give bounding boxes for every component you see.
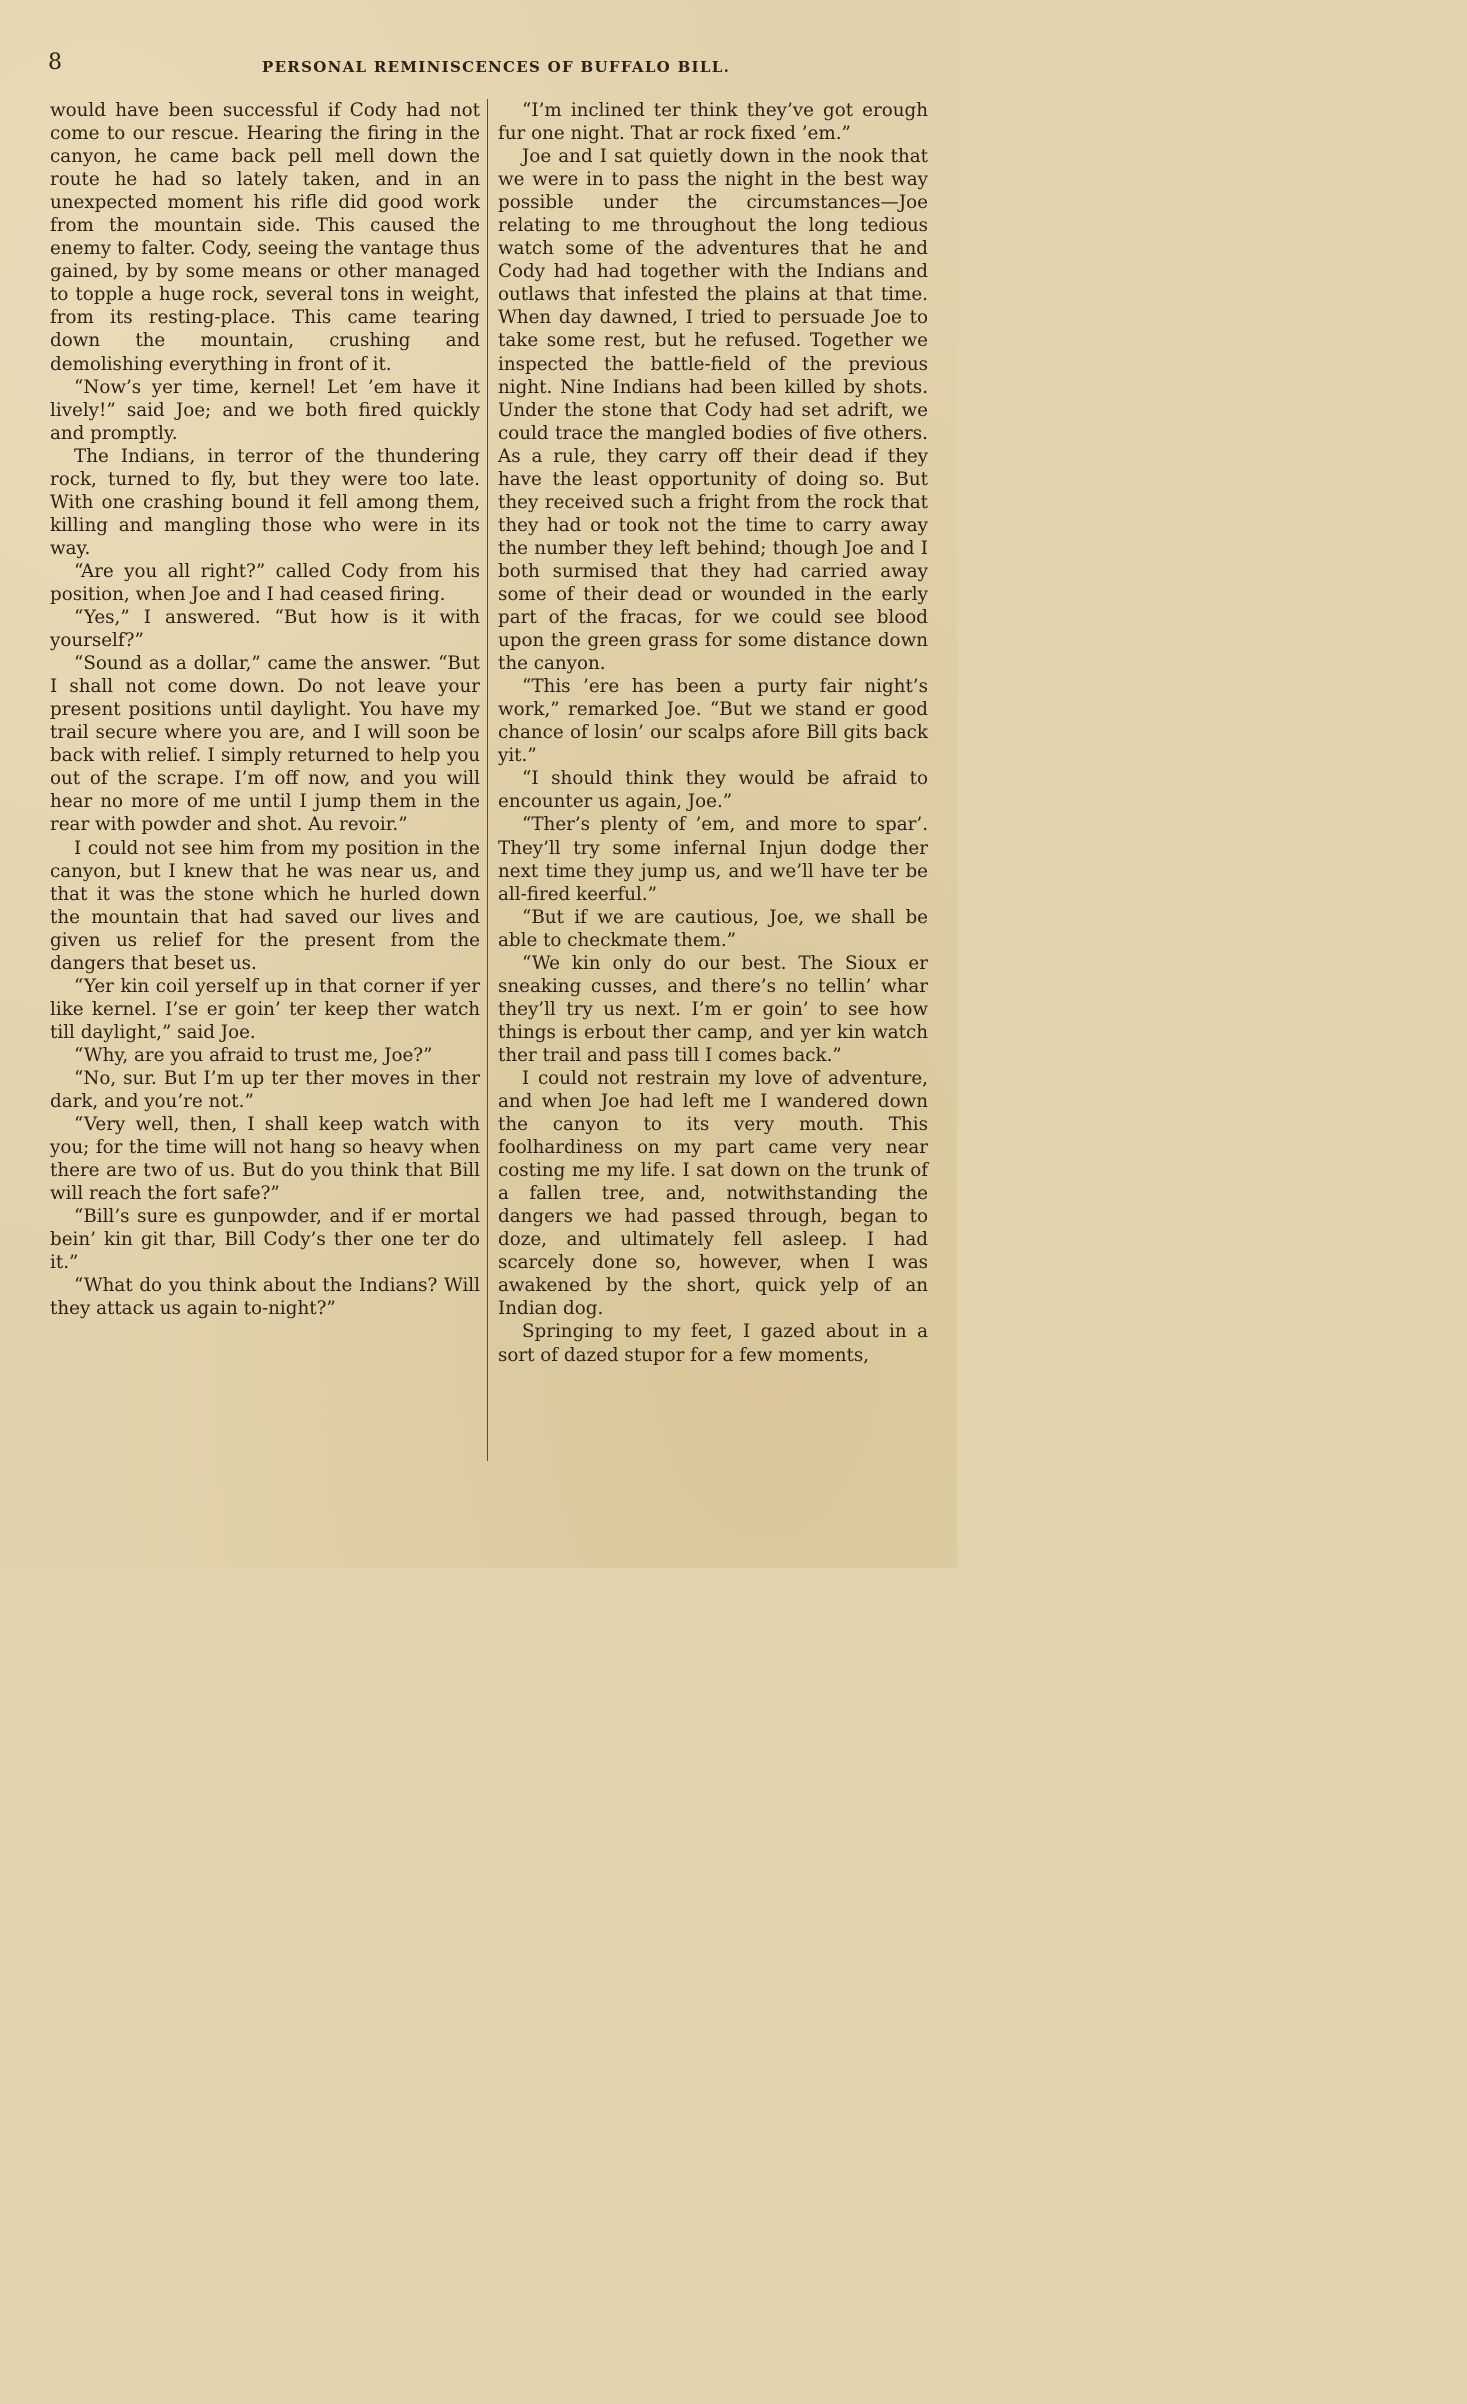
paragraph: “Sound as a dollar,” came the answer. “But I shall not come down. Do not leave your present positions until daylight. You have my trail secure where you are, and I will soon be back with relief. I simply returned to help you out of the scrape. I’m off now, and you will hear no more of me until I jump them in the rear with powder and shot. Au revoir.” [50,653,480,836]
paragraph: “What do you think about the Indians? Will they attack us again to-night?” [50,1275,480,1320]
paragraph: I could not see him from my position in the canyon, but I knew that he was near us, and that it was the stone which he hurled down the mountain that had saved our lives and given us relief for the present from the dangers that beset us. [50,837,480,974]
paragraph: Joe and I sat quietly down in the nook that we were in to pass the night in the best way possible under the circumstances—Joe relating to me throughout the long tedious watch some of the adventures that he and Cody had had together with the Indians and outlaws that infested the plains at that time. When day dawned, I tried to persuade Joe to take some rest, but he refused. Together we inspected the battle-field of the previous night. Nine Indians had been killed by shots. Under the stone that Cody had set adrift, we could trace the mangled bodies of five others. As a rule, they carry off their dead if they have the least opportunity of doing so. But they received such a fright from the rock that they had or took not the time to carry away the number they left behind; though Joe and I both surmised that they had carried away some of their dead or wounded in the early part of the fracas, for we could see blood upon the green grass for some distance down the canyon. [498,146,928,675]
book-page [0,0,957,1568]
paragraph: “Yer kin coil yerself up in that corner if yer like kernel. I’se er goin’ ter keep ther watch till daylight,” said Joe. [50,975,480,1043]
paragraph: Springing to my feet, I gazed about in a sort of dazed stupor for a few moments, [498,1321,928,1366]
running-head: PERSONAL REMINISCENCES OF BUFFALO BILL. [262,58,731,76]
paragraph: The Indians, in terror of the thundering rock, turned to fly, but they were too late. With one crashing bound it fell among them, killing and mangling those who were in its way. [50,445,480,559]
paragraph: “We kin only do our best. The Sioux er sneaking cusses, and there’s no tellin’ whar they’ll try us next. I’m er goin’ to see how things is erbout ther camp, and yer kin watch ther trail and pass till I comes back.” [498,952,928,1066]
page-number: 8 [48,50,62,75]
right-column [498,99,928,1367]
paragraph: “But if we are cautious, Joe, we shall be able to checkmate them.” [498,906,928,951]
paragraph: “Yes,” I answered. “But how is it with yourself?” [50,607,480,652]
paragraph: “I should think they would be afraid to encounter us again, Joe.” [498,768,928,813]
column-divider [487,99,488,1461]
paragraph: “Very well, then, I shall keep watch with you; for the time will not hang so heavy when there are two of us. But do you think that Bill will reach the fort safe?” [50,1114,480,1205]
paragraph: “Bill’s sure es gunpowder, and if er mortal bein’ kin git thar, Bill Cody’s ther one ter do it.” [50,1206,480,1274]
paragraph: “Are you all right?” called Cody from his position, when Joe and I had ceased firing. [50,560,480,605]
paragraph: “Why, are you afraid to trust me, Joe?” [74,1044,433,1066]
paragraph: “Now’s yer time, kernel! Let ’em have it lively!” said Joe; and we both fired quickly and promptly. [50,376,480,444]
paragraph: I could not restrain my love of adventure, and when Joe had left me I wandered down the canyon to its very mouth. This foolhardiness on my part came very near costing me my life. I sat down on the trunk of a fallen tree, and, notwithstanding the dangers we had passed through, began to doze, and ultimately fell asleep. I had scarcely done so, however, when I was awakened by the short, quick yelp of an Indian dog. [498,1067,928,1320]
paragraph: “This ’ere has been a purty fair night’s work,” remarked Joe. “But we stand er good chance of losin’ our scalps afore Bill gits back yit.” [498,676,928,767]
left-column [50,99,480,1320]
paragraph: “Ther’s plenty of ’em, and more to spar’. They’ll try some infernal Injun dodge ther next time they jump us, and we’ll have ter be all-fired keerful.” [498,814,928,905]
paragraph: would have been successful if Cody had not come to our rescue. Hearing the firing in the canyon, he came back pell mell down the route he had so lately taken, and in an unexpected moment his rifle did good work from the mountain side. This caused the enemy to falter. Cody, seeing the vantage thus gained, by by some means or other managed to topple a huge rock, several tons in weight, from its resting-place. This came tearing down the mountain, crushing and demolishing everything in front of it. [50,100,480,375]
paragraph: “I’m inclined ter think they’ve got erough fur one night. That ar rock fixed ’em.” [498,100,928,145]
paragraph: “No, sur. But I’m up ter ther moves in ther dark, and you’re not.” [50,1067,480,1113]
